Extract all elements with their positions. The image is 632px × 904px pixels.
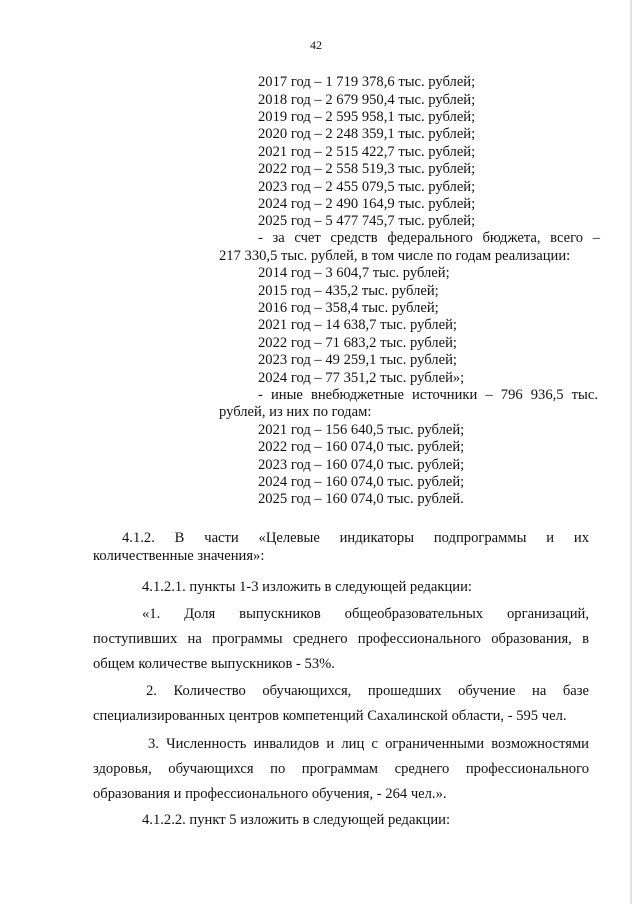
list-item: 2023 год – 2 455 079,5 тыс. рублей;	[258, 179, 476, 195]
section-heading-412: 4.1.2. В части «Целевые индикаторы подпрограммы и их	[122, 530, 589, 546]
section-heading-4122: 4.1.2.2. пункт 5 изложить в следующей редакции:	[142, 812, 451, 828]
other-intro-line1: - иные внебюджетные источники – 796 936,5 тыс.	[258, 387, 598, 403]
item2-line1: 2. Количество обучающихся, прошедших обучение на базе	[146, 683, 589, 699]
list-item: 2015 год – 435,2 тыс. рублей;	[258, 283, 439, 299]
list-item: 2025 год – 160 074,0 тыс. рублей.	[258, 491, 464, 507]
list-item: 2019 год – 2 595 958,1 тыс. рублей;	[258, 109, 476, 125]
federal-intro-line2: 217 330,5 тыс. рублей, в том числе по годам реализации:	[219, 248, 571, 264]
item2-line2: специализированных центров компетенций Сахалинской области, - 595 чел.	[93, 708, 567, 724]
list-item: 2021 год – 156 640,5 тыс. рублей;	[258, 422, 465, 438]
list-item: 2022 год – 2 558 519,3 тыс. рублей;	[258, 161, 476, 177]
item3-line3: образования и профессионального обучения, - 264 чел.».	[93, 786, 447, 802]
list-item: 2014 год – 3 604,7 тыс. рублей;	[258, 265, 450, 281]
list-item: 2016 год – 358,4 тыс. рублей;	[258, 300, 439, 316]
item1-line2: поступивших на программы среднего профессионального образования, в	[93, 631, 589, 647]
item1-line1: «1. Доля выпускников общеобразовательных организаций,	[142, 606, 589, 622]
list-item: 2023 год – 160 074,0 тыс. рублей;	[258, 457, 465, 473]
list-item: 2022 год – 160 074,0 тыс. рублей;	[258, 439, 465, 455]
list-item: 2017 год – 1 719 378,6 тыс. рублей;	[258, 74, 476, 90]
other-intro-line2: рублей, из них по годам:	[219, 404, 372, 420]
item3-line1: 3. Численность инвалидов и лиц с ограниченными возможностями	[148, 736, 589, 752]
list-item: 2024 год – 160 074,0 тыс. рублей;	[258, 474, 465, 490]
item3-line2: здоровья, обучающихся по программам среднего профессионального	[93, 761, 589, 777]
item1-line3: общем количестве выпускников - 53%.	[93, 656, 335, 672]
list-item: 2023 год – 49 259,1 тыс. рублей;	[258, 352, 457, 368]
list-item: 2025 год – 5 477 745,7 тыс. рублей;	[258, 213, 476, 229]
list-item: 2024 год – 2 490 164,9 тыс. рублей;	[258, 196, 476, 212]
list-item: 2020 год – 2 248 359,1 тыс. рублей;	[258, 126, 476, 142]
list-item: 2021 год – 2 515 422,7 тыс. рублей;	[258, 144, 476, 160]
list-item: 2022 год – 71 683,2 тыс. рублей;	[258, 335, 457, 351]
list-item: 2024 год – 77 351,2 тыс. рублей»;	[258, 370, 465, 386]
list-item: 2021 год – 14 638,7 тыс. рублей;	[258, 317, 457, 333]
section-heading-4121: 4.1.2.1. пункты 1-3 изложить в следующей редакции:	[142, 579, 472, 595]
federal-intro-line1: - за счет средств федерального бюджета, всего –	[258, 230, 600, 246]
section-heading-412-cont: количественные значения»:	[93, 548, 265, 564]
page-number: 42	[310, 38, 322, 52]
list-item: 2018 год – 2 679 950,4 тыс. рублей;	[258, 92, 476, 108]
